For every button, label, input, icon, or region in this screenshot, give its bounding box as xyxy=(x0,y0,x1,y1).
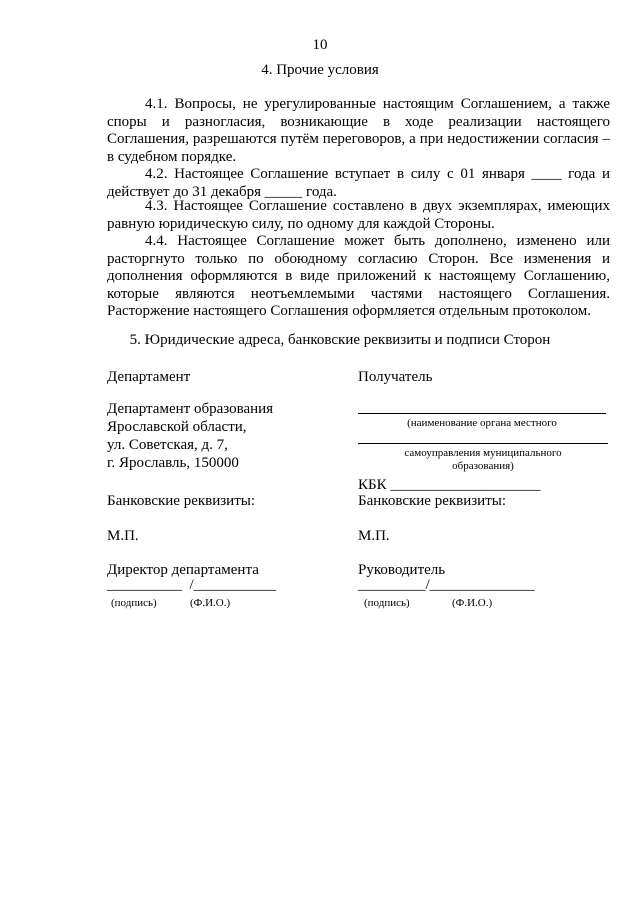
recipient-note-3: образования) xyxy=(452,460,514,472)
left-stamp-label: М.П. xyxy=(107,528,139,544)
section-4-title: 4. Прочие условия xyxy=(261,62,379,78)
recipient-name-line-2 xyxy=(358,443,608,444)
section-5-title: 5. Юридические адреса, банковские реквизиты и подписи Сторон xyxy=(129,332,551,348)
left-signature-label: (подпись) xyxy=(111,597,157,609)
left-address xyxy=(107,400,273,472)
page-number: 10 xyxy=(312,37,328,53)
right-stamp-label: М.П. xyxy=(358,528,390,544)
address-line: Департамент образования xyxy=(107,401,274,417)
address-line: Ярославской области, xyxy=(107,419,247,435)
right-fio-label: (Ф.И.О.) xyxy=(452,597,493,609)
recipient-note-1: (наименование органа местного xyxy=(407,417,557,429)
recipient-name-line xyxy=(358,413,606,414)
paragraph-4-4: 4.4. Настоящее Соглашение может быть дополнено, изменено или расторгнуто только по обоюдному согласию Сторон. Все изменения и дополнения оформляются в виде приложений к настоящему Соглашению, которые являются неотъемлемыми частями настоящего Соглашения. Расторжение настоящего Соглашения оформляется отдельным протоколом. xyxy=(107,233,610,320)
left-fio-label: (Ф.И.О.) xyxy=(190,597,231,609)
recipient-note-2: самоуправления муниципального xyxy=(404,447,562,459)
right-bank-details: Банковские реквизиты: xyxy=(358,493,507,509)
kbk-field: КБК ____________________ xyxy=(358,477,541,493)
right-signer-title: Руководитель xyxy=(358,562,446,578)
left-signature-line: __________ /___________ xyxy=(107,577,277,593)
left-bank-details: Банковские реквизиты: xyxy=(107,493,256,509)
left-signer-title: Директор департамента xyxy=(107,562,259,578)
paragraph-4-2: 4.2. Настоящее Соглашение вступает в силу с 01 января ____ года и действует до 31 декабря _____ года. xyxy=(107,166,610,200)
right-signature-label: (подпись) xyxy=(364,597,410,609)
address-line: г. Ярославль, 150000 xyxy=(107,455,239,471)
right-signature-line: _________/______________ xyxy=(358,577,535,593)
right-heading: Получатель xyxy=(358,369,433,385)
paragraph-4-3: 4.3. Настоящее Соглашение составлено в двух экземплярах, имеющих равную юридическую силу, по одному для каждой Стороны. xyxy=(107,198,610,232)
address-line: ул. Советская, д. 7, xyxy=(107,437,228,453)
paragraph-4-1: 4.1. Вопросы, не урегулированные настоящим Соглашением, а также споры и разногласия, возникающие в ходе реализации настоящего Соглашения, разрешаются путём переговоров, а при недостижении согласия – в судебном порядке. xyxy=(107,96,610,165)
left-heading: Департамент xyxy=(107,369,191,385)
